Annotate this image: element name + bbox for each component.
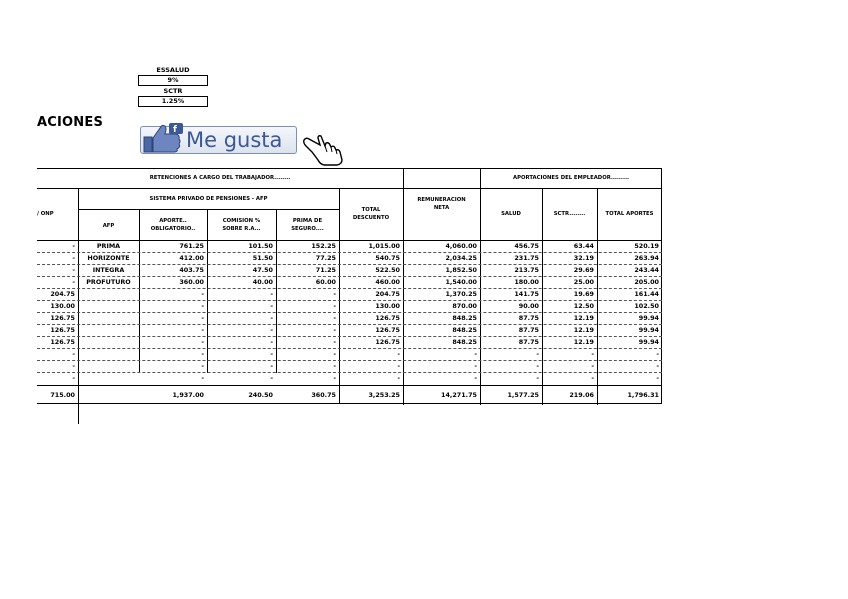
cell-prima[interactable]: - bbox=[333, 362, 336, 370]
total-neta[interactable]: 14,271.75 bbox=[441, 391, 477, 399]
cell-total-desc[interactable]: 1,015.00 bbox=[368, 242, 400, 250]
cell-neta[interactable]: 848.25 bbox=[452, 338, 477, 346]
total-comision[interactable]: 240.50 bbox=[248, 391, 273, 399]
header-salud: SALUD bbox=[501, 211, 521, 217]
total-onp[interactable]: 715.00 bbox=[50, 391, 75, 399]
cell-sctr[interactable]: 12.19 bbox=[573, 338, 594, 346]
page-title: ACIONES bbox=[37, 115, 104, 130]
cell-salud[interactable]: - bbox=[536, 350, 539, 358]
cell-aporte[interactable]: 403.75 bbox=[179, 266, 204, 274]
cell-total-desc[interactable]: 130.00 bbox=[375, 302, 400, 310]
cell-onp[interactable]: - bbox=[72, 374, 75, 382]
header-total-descuento-line2: DESCUENTO bbox=[352, 215, 390, 221]
cell-neta[interactable]: 4,060.00 bbox=[445, 242, 477, 250]
cell-onp[interactable]: 126.75 bbox=[50, 326, 75, 334]
svg-text:f: f bbox=[173, 125, 177, 135]
cell-aporte[interactable]: - bbox=[201, 290, 204, 298]
cell-total-desc[interactable]: - bbox=[397, 350, 400, 358]
cell-onp[interactable]: 126.75 bbox=[50, 314, 75, 322]
cell-onp[interactable]: - bbox=[72, 350, 75, 358]
header-aportaciones: APORTACIONES DEL EMPLEADOR......... bbox=[513, 175, 629, 181]
cell-total-aportes[interactable]: 263.94 bbox=[634, 254, 659, 262]
cell-total-desc[interactable]: - bbox=[397, 374, 400, 382]
cell-salud[interactable]: 180.00 bbox=[514, 278, 539, 286]
cell-afp[interactable]: HORIZONTE bbox=[87, 254, 130, 262]
cell-salud[interactable]: 231.75 bbox=[514, 254, 539, 262]
cell-total-desc[interactable]: 204.75 bbox=[375, 290, 400, 298]
cell-comision[interactable]: - bbox=[270, 362, 273, 370]
cell-aporte[interactable]: - bbox=[201, 326, 204, 334]
cell-neta[interactable]: 848.25 bbox=[452, 314, 477, 322]
cell-sctr[interactable]: 63.44 bbox=[573, 242, 594, 250]
cell-comision[interactable]: - bbox=[270, 350, 273, 358]
cell-prima[interactable]: - bbox=[333, 302, 336, 310]
cell-neta[interactable]: - bbox=[474, 374, 477, 382]
cell-prima[interactable]: - bbox=[333, 374, 336, 382]
cell-sctr[interactable]: - bbox=[591, 362, 594, 370]
header-sistema-privado: SISTEMA PRIVADO DE PENSIONES - AFP bbox=[149, 196, 268, 202]
cell-sctr[interactable]: 12.50 bbox=[573, 302, 594, 310]
essalud-label: ESSALUD bbox=[156, 66, 190, 74]
thumbs-up-icon bbox=[143, 122, 187, 154]
payroll-table bbox=[37, 168, 662, 404]
total-aportes[interactable]: 1,796.31 bbox=[627, 391, 659, 399]
cell-total-aportes[interactable]: - bbox=[656, 350, 659, 358]
cell-afp[interactable] bbox=[78, 313, 139, 324]
sctr-value-cell[interactable]: 1.25% bbox=[138, 96, 208, 107]
header-onp: / ONP bbox=[37, 211, 54, 217]
header-total-aportes: TOTAL APORTES bbox=[605, 211, 654, 217]
cell-total-desc[interactable]: 126.75 bbox=[375, 338, 400, 346]
total-salud[interactable]: 1,577.25 bbox=[507, 391, 539, 399]
cell-prima[interactable]: - bbox=[333, 290, 336, 298]
cell-afp[interactable]: PRIMA bbox=[96, 242, 121, 250]
sctr-label: SCTR bbox=[163, 87, 183, 95]
cell-comision[interactable]: - bbox=[270, 338, 273, 346]
total-aporte[interactable]: 1,937.00 bbox=[172, 391, 204, 399]
cell-prima[interactable]: - bbox=[333, 314, 336, 322]
cell-afp[interactable] bbox=[78, 301, 139, 312]
cell-afp[interactable] bbox=[78, 325, 139, 336]
cell-afp[interactable] bbox=[78, 289, 139, 300]
cell-comision[interactable]: - bbox=[270, 290, 273, 298]
cell-total-desc[interactable]: 126.75 bbox=[375, 314, 400, 322]
cell-salud[interactable]: 141.75 bbox=[514, 290, 539, 298]
cell-comision[interactable]: - bbox=[270, 326, 273, 334]
cell-onp[interactable]: - bbox=[72, 278, 75, 286]
cell-aporte[interactable]: 761.25 bbox=[179, 242, 204, 250]
cell-total-desc[interactable]: 522.50 bbox=[375, 266, 400, 274]
cell-comision[interactable]: 101.50 bbox=[248, 242, 273, 250]
cell-salud[interactable]: 87.75 bbox=[518, 314, 539, 322]
cell-afp[interactable] bbox=[78, 337, 139, 348]
cell-total-aportes[interactable]: 99.94 bbox=[638, 338, 659, 346]
cell-comision[interactable]: 47.50 bbox=[252, 266, 273, 274]
cell-total-desc[interactable]: 126.75 bbox=[375, 326, 400, 334]
essalud-value-cell[interactable]: 9% bbox=[138, 75, 208, 86]
cell-neta[interactable]: 848.25 bbox=[452, 326, 477, 334]
cell-total-aportes[interactable]: 205.00 bbox=[634, 278, 659, 286]
total-prima[interactable]: 360.75 bbox=[311, 391, 336, 399]
cell-aporte[interactable]: 412.00 bbox=[179, 254, 204, 262]
cell-prima[interactable]: 60.00 bbox=[315, 278, 336, 286]
cell-comision[interactable]: - bbox=[270, 314, 273, 322]
cell-salud[interactable]: - bbox=[536, 362, 539, 370]
cell-salud[interactable]: 87.75 bbox=[518, 338, 539, 346]
cell-onp[interactable]: - bbox=[72, 254, 75, 262]
cell-neta[interactable]: 870.00 bbox=[452, 302, 477, 310]
cell-sctr[interactable]: 12.19 bbox=[573, 314, 594, 322]
header-remuneracion-line1: REMUNERACIÓN bbox=[417, 197, 466, 203]
cell-aporte[interactable]: 360.00 bbox=[179, 278, 204, 286]
header-comision-line2: SOBRE R.A... bbox=[222, 226, 261, 232]
cell-prima[interactable]: - bbox=[333, 326, 336, 334]
header-prima-line2: SEGURO.... bbox=[291, 226, 324, 232]
cell-sctr[interactable]: - bbox=[591, 350, 594, 358]
cell-neta[interactable]: 1,540.00 bbox=[445, 278, 477, 286]
cell-total-aportes[interactable]: 99.94 bbox=[638, 326, 659, 334]
cell-sctr[interactable]: 25.00 bbox=[573, 278, 594, 286]
cell-prima[interactable]: - bbox=[333, 350, 336, 358]
cell-sctr[interactable]: 32.19 bbox=[573, 254, 594, 262]
cell-sctr[interactable]: - bbox=[591, 374, 594, 382]
cell-salud[interactable]: 87.75 bbox=[518, 326, 539, 334]
header-prima-line1: PRIMA DE bbox=[292, 218, 323, 224]
cell-total-aportes[interactable]: - bbox=[656, 362, 659, 370]
cell-total-desc[interactable]: 460.00 bbox=[375, 278, 400, 286]
cell-total-aportes[interactable]: 161.44 bbox=[634, 290, 659, 298]
cell-onp[interactable]: - bbox=[72, 242, 75, 250]
cell-onp[interactable]: 130.00 bbox=[50, 302, 75, 310]
essalud-rate bbox=[138, 66, 208, 86]
cell-onp[interactable]: - bbox=[72, 266, 75, 274]
cell-comision[interactable]: 51.50 bbox=[252, 254, 273, 262]
cell-aporte[interactable]: - bbox=[201, 338, 204, 346]
cell-total-aportes[interactable]: 243.44 bbox=[634, 266, 659, 274]
cell-onp[interactable]: - bbox=[72, 362, 75, 370]
cell-afp[interactable]: INTEGRA bbox=[92, 266, 125, 274]
cell-total-desc[interactable]: 540.75 bbox=[375, 254, 400, 262]
cell-neta[interactable]: 2,034.25 bbox=[445, 254, 477, 262]
cell-aporte[interactable]: - bbox=[201, 350, 204, 358]
cell-neta[interactable]: 1,852.50 bbox=[445, 266, 477, 274]
cell-neta[interactable]: - bbox=[474, 362, 477, 370]
total-sctr[interactable]: 219.06 bbox=[569, 391, 594, 399]
cell-comision[interactable]: 40.00 bbox=[252, 278, 273, 286]
cell-afp[interactable]: PROFUTURO bbox=[86, 278, 131, 286]
cell-neta[interactable]: - bbox=[474, 350, 477, 358]
header-retenciones: RETENCIONES A CARGO DEL TRABAJADOR........ bbox=[149, 175, 291, 181]
cell-afp[interactable] bbox=[78, 349, 139, 360]
cell-salud[interactable]: 90.00 bbox=[518, 302, 539, 310]
cell-aporte[interactable]: - bbox=[201, 314, 204, 322]
header-afp: AFP bbox=[102, 223, 115, 229]
cell-aporte[interactable]: - bbox=[201, 362, 204, 370]
header-total-descuento-line1: TOTAL bbox=[361, 207, 381, 213]
cell-prima[interactable]: - bbox=[333, 338, 336, 346]
like-button-label: Me gusta bbox=[186, 128, 283, 152]
cell-onp[interactable]: 204.75 bbox=[50, 290, 75, 298]
cell-total-aportes[interactable]: 102.50 bbox=[634, 302, 659, 310]
cell-afp[interactable] bbox=[78, 373, 139, 384]
header-remuneracion-line2: NETA bbox=[433, 205, 450, 211]
header-aporte-line2: OBLIGATORIO.. bbox=[150, 226, 196, 232]
hand-pointer-icon bbox=[302, 130, 346, 166]
header-aporte-line1: APORTE.. bbox=[159, 218, 187, 224]
cell-comision[interactable]: - bbox=[270, 302, 273, 310]
cell-salud[interactable]: 456.75 bbox=[514, 242, 539, 250]
cell-neta[interactable]: 1,370.25 bbox=[445, 290, 477, 298]
total-descuento[interactable]: 3,253.25 bbox=[368, 391, 400, 399]
cell-comision[interactable]: - bbox=[270, 374, 273, 382]
cell-sctr[interactable]: 29.69 bbox=[573, 266, 594, 274]
cell-prima[interactable]: 71.25 bbox=[315, 266, 336, 274]
cell-sctr[interactable]: 19.69 bbox=[573, 290, 594, 298]
header-comision-line1: COMISIÓN % bbox=[222, 218, 261, 224]
cell-total-aportes[interactable]: 99.94 bbox=[638, 314, 659, 322]
cell-onp[interactable]: 126.75 bbox=[50, 338, 75, 346]
cell-total-aportes[interactable]: - bbox=[656, 374, 659, 382]
cell-aporte[interactable]: - bbox=[201, 374, 204, 382]
cell-prima[interactable]: 152.25 bbox=[311, 242, 336, 250]
cell-salud[interactable]: 213.75 bbox=[514, 266, 539, 274]
like-button[interactable] bbox=[140, 126, 297, 154]
cell-afp[interactable] bbox=[78, 361, 139, 372]
cell-aporte[interactable]: - bbox=[201, 302, 204, 310]
cell-sctr[interactable]: 12.19 bbox=[573, 326, 594, 334]
sctr-rate bbox=[138, 87, 208, 107]
cell-salud[interactable]: - bbox=[536, 374, 539, 382]
cell-total-desc[interactable]: - bbox=[397, 362, 400, 370]
cell-total-aportes[interactable]: 520.19 bbox=[634, 242, 659, 250]
header-sctr: SCTR........ bbox=[553, 211, 586, 217]
cell-prima[interactable]: 77.25 bbox=[315, 254, 336, 262]
